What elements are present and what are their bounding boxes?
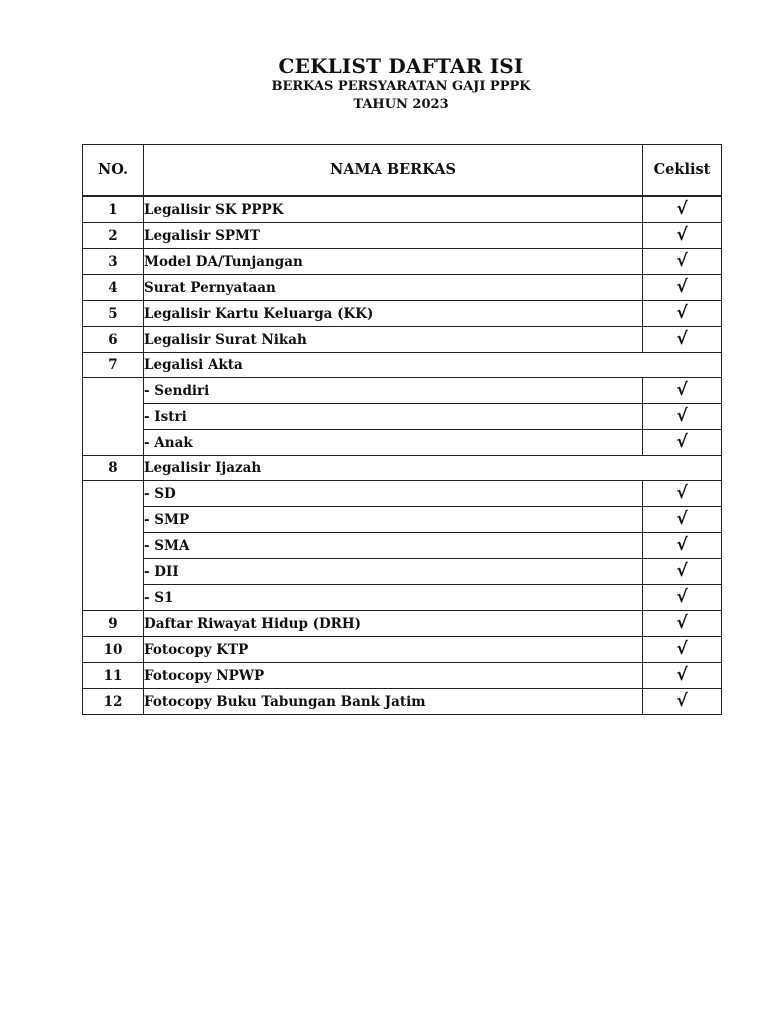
table-row <box>83 353 722 378</box>
checkmark-icon: √ <box>676 483 688 503</box>
row-number: 11 <box>83 663 144 689</box>
row-checkmark <box>643 585 722 611</box>
row-item-name: - DII <box>144 559 643 585</box>
document-title: CEKLIST DAFTAR ISI <box>278 54 524 78</box>
checkmark-icon: √ <box>676 613 688 633</box>
table-row <box>83 327 722 353</box>
row-checkmark <box>643 378 722 404</box>
row-checkmark <box>643 327 722 353</box>
table-row <box>83 611 722 637</box>
checkmark-icon: √ <box>676 432 688 452</box>
table-row <box>83 249 722 275</box>
table-subrow <box>83 533 722 559</box>
table-subrow <box>83 481 722 507</box>
checkmark-icon: √ <box>676 509 688 529</box>
table-row <box>83 456 722 481</box>
row-item-name: Fotocopy Buku Tabungan Bank Jatim <box>144 689 643 715</box>
row-number: 6 <box>83 327 144 353</box>
row-item-name: Daftar Riwayat Hidup (DRH) <box>144 611 643 637</box>
row-checkmark <box>643 196 722 223</box>
checkmark-icon: √ <box>676 380 688 400</box>
row-number: 10 <box>83 637 144 663</box>
row-checkmark <box>643 637 722 663</box>
table-subrow <box>83 507 722 533</box>
checkmark-icon: √ <box>676 251 688 271</box>
row-number: 7 <box>83 353 144 378</box>
checkmark-icon: √ <box>676 587 688 607</box>
row-number: 1 <box>83 196 144 223</box>
table-body <box>83 196 722 715</box>
row-checkmark <box>643 275 722 301</box>
document-year: TAHUN 2023 <box>353 97 449 112</box>
row-item-name: Fotocopy KTP <box>144 637 643 663</box>
row-group-name: Legalisi Akta <box>144 353 722 378</box>
row-checkmark <box>643 559 722 585</box>
row-number: 8 <box>83 456 144 481</box>
row-item-name: - Anak <box>144 430 643 456</box>
checkmark-icon: √ <box>676 199 688 219</box>
row-number: 9 <box>83 611 144 637</box>
column-header-name: NAMA BERKAS <box>144 145 643 197</box>
table-subrow <box>83 404 722 430</box>
checkmark-icon: √ <box>676 406 688 426</box>
table-row <box>83 196 722 223</box>
row-item-name: Surat Pernyataan <box>144 275 643 301</box>
row-number: 4 <box>83 275 144 301</box>
table-row <box>83 663 722 689</box>
row-checkmark <box>643 404 722 430</box>
table-row <box>83 223 722 249</box>
row-item-name: - SMA <box>144 533 643 559</box>
table-subrow <box>83 559 722 585</box>
row-item-name: Legalisir SK PPPK <box>144 196 643 223</box>
row-item-name: - SMP <box>144 507 643 533</box>
table-row <box>83 637 722 663</box>
row-checkmark <box>643 481 722 507</box>
row-item-name: Legalisir Kartu Keluarga (KK) <box>144 301 643 327</box>
table-subrow <box>83 585 722 611</box>
row-item-name: Fotocopy NPWP <box>144 663 643 689</box>
row-item-name: - S1 <box>144 585 643 611</box>
row-item-name: Legalisir Surat Nikah <box>144 327 643 353</box>
table-subrow <box>83 378 722 404</box>
checkmark-icon: √ <box>676 329 688 349</box>
checkmark-icon: √ <box>676 225 688 245</box>
row-item-name: - SD <box>144 481 643 507</box>
row-number-blank <box>83 481 144 611</box>
row-checkmark <box>643 689 722 715</box>
row-checkmark <box>643 301 722 327</box>
table-header-row <box>83 145 722 197</box>
row-number: 5 <box>83 301 144 327</box>
document-subtitle: BERKAS PERSYARATAN GAJI PPPK <box>271 79 531 94</box>
column-header-checklist: Ceklist <box>643 145 722 197</box>
row-number-blank <box>83 378 144 456</box>
row-checkmark <box>643 223 722 249</box>
row-group-name: Legalisir Ijazah <box>144 456 722 481</box>
checkmark-icon: √ <box>676 277 688 297</box>
table-row <box>83 275 722 301</box>
checkmark-icon: √ <box>676 303 688 323</box>
row-item-name: Model DA/Tunjangan <box>144 249 643 275</box>
checkmark-icon: √ <box>676 665 688 685</box>
column-header-no: NO. <box>83 145 144 197</box>
table-subrow <box>83 430 722 456</box>
row-checkmark <box>643 663 722 689</box>
checkmark-icon: √ <box>676 561 688 581</box>
checkmark-icon: √ <box>676 691 688 711</box>
row-number: 12 <box>83 689 144 715</box>
row-checkmark <box>643 507 722 533</box>
checkmark-icon: √ <box>676 535 688 555</box>
row-checkmark <box>643 430 722 456</box>
row-checkmark <box>643 611 722 637</box>
row-checkmark <box>643 533 722 559</box>
row-item-name: - Sendiri <box>144 378 643 404</box>
table-row <box>83 301 722 327</box>
row-number: 2 <box>83 223 144 249</box>
row-number: 3 <box>83 249 144 275</box>
row-checkmark <box>643 249 722 275</box>
table-row <box>83 689 722 715</box>
row-item-name: - Istri <box>144 404 643 430</box>
row-item-name: Legalisir SPMT <box>144 223 643 249</box>
checkmark-icon: √ <box>676 639 688 659</box>
checklist-table <box>82 144 722 715</box>
